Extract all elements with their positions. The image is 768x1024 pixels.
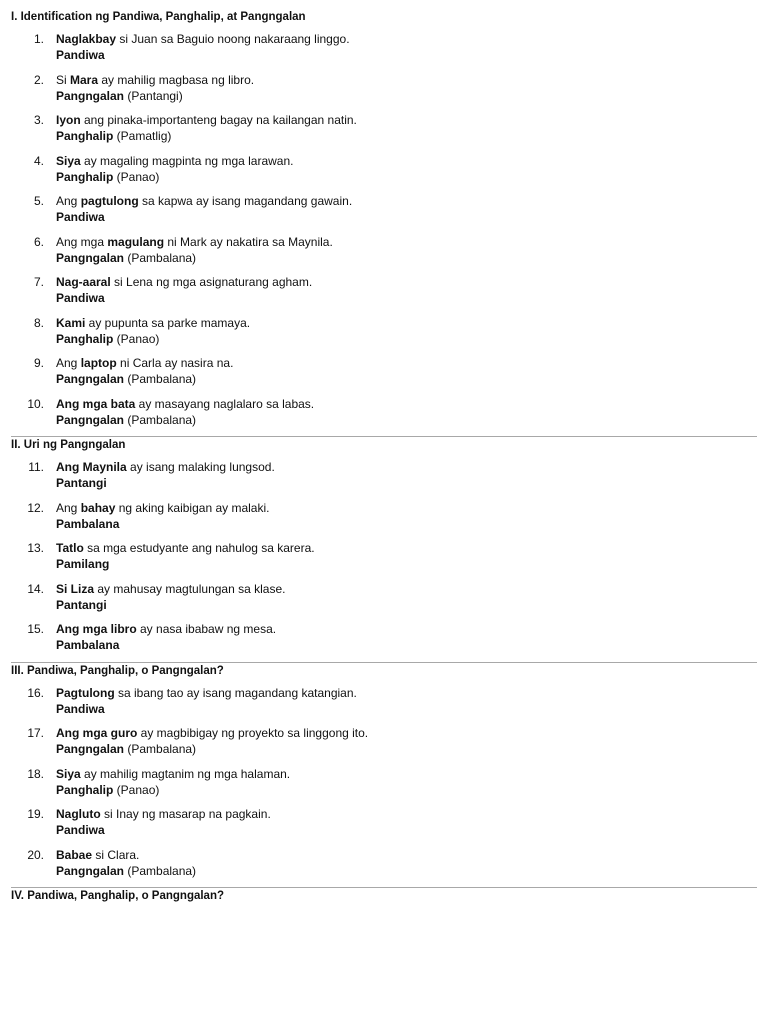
section-title: II. Uri ng Pangngalan [11,439,126,451]
highlighted-word: Si Liza [56,581,95,596]
answer-label: Pantangi [56,476,107,490]
item-number: 8. [33,315,44,330]
question-sentence [56,234,757,250]
item-number: 15. [27,622,44,636]
list-item [11,806,757,838]
question-sentence [56,540,757,556]
question-sentence [56,315,757,331]
list-item [11,540,757,572]
sentence-suffix: sa ibang tao ay isang magandang katangian. [114,685,357,700]
answer-label: Pambalana [56,638,120,652]
sentence-suffix: si Inay ng masarap na pagkain. [100,807,271,821]
item-number: 9. [33,356,44,370]
item-number: 10. [27,396,44,411]
list-item [11,274,757,306]
sentence-suffix: ni Mark ay nakatira sa Maynila. [164,234,333,249]
item-number: 18. [27,766,44,781]
answer-subtype: (Pambalana) [124,372,197,386]
sentence-suffix: ay masayang naglalaro sa labas. [135,396,315,411]
highlighted-word: Ang mga bata [56,396,136,411]
list-item [11,766,757,798]
item-body [56,72,757,104]
item-body [56,581,757,613]
question-sentence [56,72,757,88]
item-body [56,540,757,572]
answer-label: Pandiwa [56,291,105,305]
answer-line [56,701,757,717]
answer-subtype: (Panao) [113,169,160,184]
item-number: 14. [27,581,44,596]
item-body [56,725,757,757]
section-1 [11,9,757,428]
item-number: 16. [27,685,44,700]
item-number: 5. [33,194,44,208]
sentence-prefix: Si [56,72,71,87]
highlighted-word: Mara [70,72,99,87]
item-number: 3. [33,113,44,127]
highlighted-word: Naglakbay [56,32,117,46]
answer-label: Pamilang [56,557,110,571]
answer-subtype: (Pamatlig) [113,129,172,143]
item-number: 6. [33,234,44,249]
sentence-prefix: Ang mga [56,234,108,249]
sentence-prefix: Ang [56,194,81,208]
sentence-suffix: ng aking kaibigan ay malaki. [115,500,270,515]
answer-line [56,556,757,572]
sentence-suffix: ang pinaka-importanteng bagay na kailangan natin. [80,113,357,127]
list-item [11,685,757,717]
answer-line [56,637,757,653]
highlighted-word: Babae [56,847,93,862]
answer-label: Pambalana [56,516,120,531]
highlighted-word: Ang mga guro [56,726,138,740]
answer-label: Pandiwa [56,701,105,716]
list-item [11,621,757,653]
list-item [11,31,757,63]
highlighted-word: Ang mga libro [56,622,137,636]
list-item [11,153,757,185]
sentence-suffix: ay magbibigay ng proyekto sa linggong ito. [137,726,369,740]
item-body [56,234,757,266]
sentence-suffix: si Clara. [92,847,140,862]
list-item [11,500,757,532]
highlighted-word: Siya [56,766,81,781]
answer-label: Pangngalan [56,742,125,756]
question-sentence [56,153,757,169]
highlighted-word: Tatlo [56,541,84,555]
list-item [11,234,757,266]
question-sentence [56,581,757,597]
section-4 [11,888,757,904]
question-sentence [56,847,757,863]
item-body [56,847,757,879]
question-sentence [56,396,757,412]
answer-line [56,597,757,613]
answer-label: Pangngalan [56,250,125,265]
item-number: 19. [27,807,44,821]
question-sentence [56,766,757,782]
answer-line [56,88,757,104]
item-number: 11. [28,460,44,474]
section-title: I. Identification ng Pandiwa, Panghalip, at Pangngalan [11,11,306,23]
item-body [56,766,757,798]
question-list [11,31,757,428]
answer-subtype: (Pambalana) [124,863,197,878]
sentence-suffix: sa mga estudyante ang nahulog sa karera. [83,541,315,555]
sentence-suffix: ay mahilig magtanim ng mga halaman. [80,766,291,781]
answer-line [56,128,757,144]
answer-subtype: (Pantangi) [124,88,183,103]
list-item [11,72,757,104]
sentence-prefix: Ang [56,356,81,370]
question-sentence [56,685,757,701]
item-number: 12. [27,500,44,515]
list-item [11,847,757,879]
item-body [56,31,757,63]
item-body [56,274,757,306]
item-body [56,193,757,225]
highlighted-word: bahay [80,500,116,515]
sentence-suffix: ay magaling magpinta ng mga larawan. [80,153,294,168]
sentence-suffix: ni Carla ay nasira na. [116,356,234,370]
question-sentence [56,274,757,290]
highlighted-word: magulang [107,234,165,249]
question-sentence [56,725,757,741]
item-number: 1. [33,32,44,46]
list-item [11,725,757,757]
answer-line [56,516,757,532]
item-body [56,685,757,717]
question-sentence [56,621,757,637]
highlighted-word: Kami [56,315,86,330]
answer-label: Panghalip [56,169,114,184]
answer-line [56,290,757,306]
answer-label: Pangngalan [56,88,125,103]
section-title: IV. Pandiwa, Panghalip, o Pangngalan? [11,890,225,902]
item-body [56,459,757,491]
answer-label: Panghalip [56,782,114,797]
question-sentence [56,459,757,475]
item-body [56,396,757,428]
item-number: 13. [27,541,44,555]
answer-line [56,47,757,63]
question-sentence [56,500,757,516]
answer-line [56,863,757,879]
answer-label: Pandiwa [56,48,105,62]
answer-label: Panghalip [56,331,114,346]
answer-subtype: (Pambalana) [124,412,197,427]
question-sentence [56,193,757,209]
sentence-suffix: sa kapwa ay isang magandang gawain. [138,194,353,208]
answer-subtype: (Pambalana) [124,250,197,265]
item-body [56,153,757,185]
list-item [11,581,757,613]
question-list [11,685,757,879]
list-item [11,193,757,225]
sentence-suffix: ay mahusay magtulungan sa klase. [94,581,286,596]
answer-line [56,371,757,387]
sentence-prefix: Ang [56,500,81,515]
item-body [56,500,757,532]
list-item [11,355,757,387]
sentence-suffix: si Juan sa Baguio noong nakaraang linggo. [116,32,350,46]
answer-label: Pandiwa [56,210,105,224]
answer-line [56,331,757,347]
answer-subtype: (Pambalana) [124,742,197,756]
answer-label: Panghalip [56,129,114,143]
section-title: III. Pandiwa, Panghalip, o Pangngalan? [11,664,224,677]
highlighted-word: Nag-aaral [56,275,111,289]
answer-line [56,250,757,266]
sentence-suffix: si Lena ng mga asignaturang agham. [110,275,313,289]
question-list [11,459,757,653]
section-3 [11,663,757,879]
highlighted-word: Pagtulong [56,685,115,700]
item-number: 17. [27,726,44,740]
item-number: 20. [27,847,44,862]
question-sentence [56,806,757,822]
sentence-suffix: ay nasa ibabaw ng mesa. [136,622,277,636]
highlighted-word: Iyon [56,113,81,127]
item-number: 7. [33,275,44,289]
answer-label: Pantangi [56,597,107,612]
answer-line [56,475,757,491]
question-sentence [56,31,757,47]
sentence-suffix: ay mahilig magbasa ng libro. [98,72,255,87]
sentence-suffix: ay pupunta sa parke mamaya. [85,315,251,330]
list-item [11,112,757,144]
answer-line [56,741,757,757]
answer-label: Pangngalan [56,372,125,386]
highlighted-word: Siya [56,153,81,168]
item-body [56,621,757,653]
answer-line [56,209,757,225]
answer-label: Pangngalan [56,863,125,878]
list-item [11,315,757,347]
answer-line [56,169,757,185]
answer-label: Pandiwa [56,823,105,837]
answer-subtype: (Panao) [113,331,160,346]
answer-label: Pangngalan [56,412,125,427]
answer-line [56,822,757,838]
item-body [56,355,757,387]
highlighted-word: Ang Maynila [56,460,127,474]
question-sentence [56,112,757,128]
question-sentence [56,355,757,371]
answer-line [56,412,757,428]
highlighted-word: laptop [80,356,117,370]
item-number: 2. [33,72,44,87]
item-body [56,112,757,144]
list-item [11,459,757,491]
section-2 [11,437,757,653]
item-body [56,315,757,347]
sentence-suffix: ay isang malaking lungsod. [126,460,275,474]
highlighted-word: pagtulong [80,194,139,208]
item-body [56,806,757,838]
list-item [11,396,757,428]
highlighted-word: Nagluto [56,807,101,821]
item-number: 4. [33,153,44,168]
answer-subtype: (Panao) [113,782,160,797]
answer-line [56,782,757,798]
